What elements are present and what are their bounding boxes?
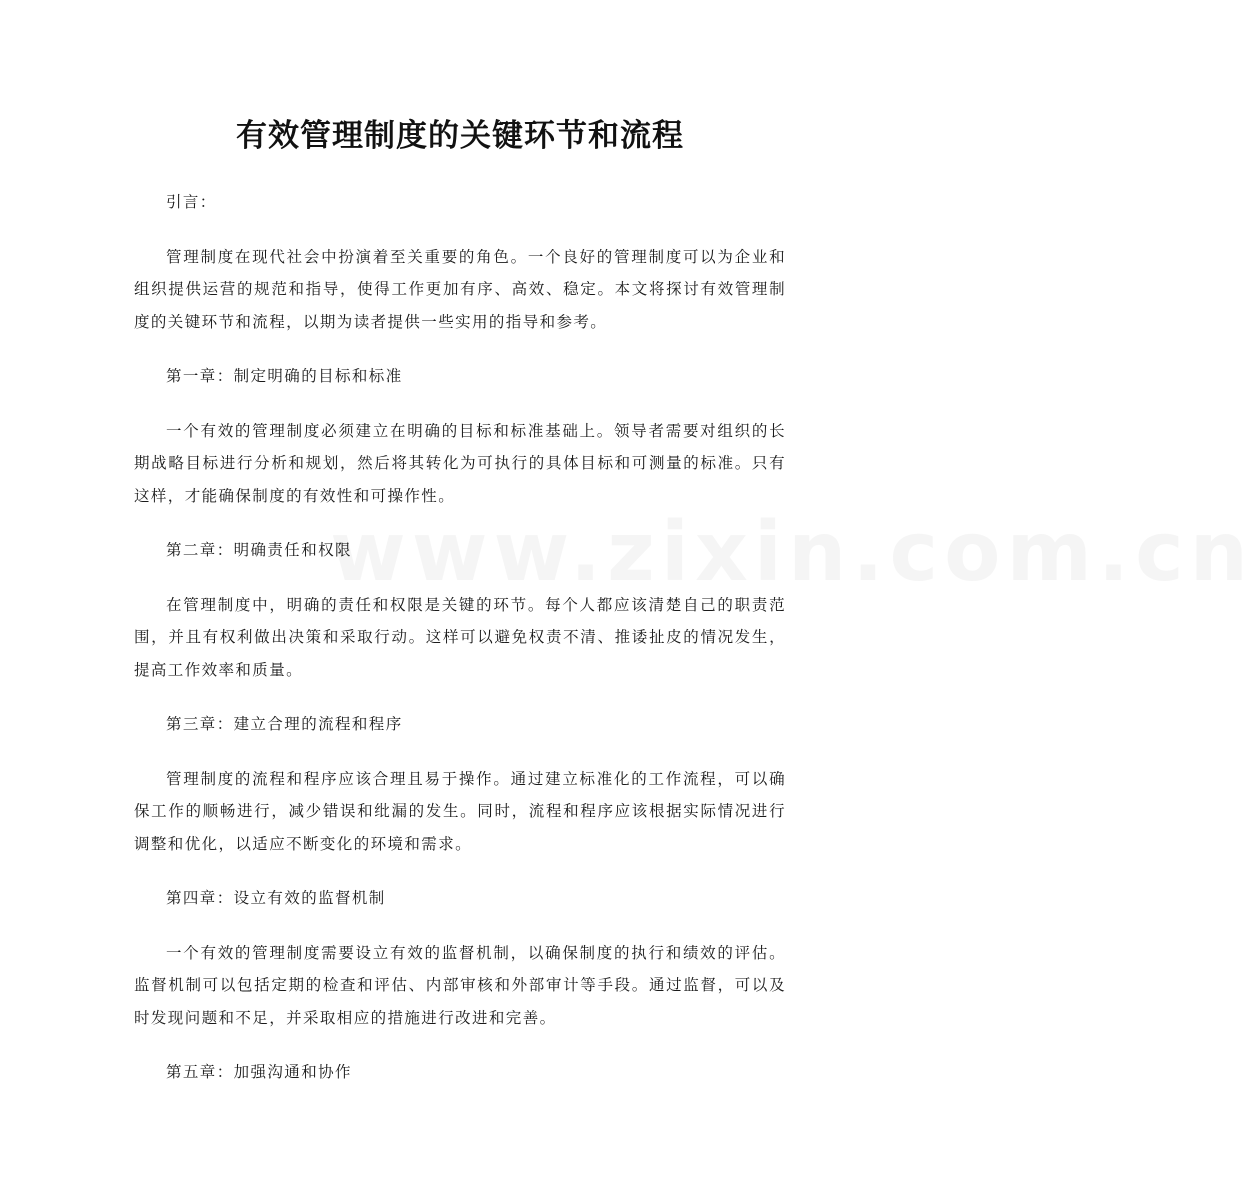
chapter-1-paragraph: 一个有效的管理制度必须建立在明确的目标和标准基础上。领导者需要对组织的长期战略目标进行分析和规划，然后将其转化为可执行的具体目标和可测量的标准。只有这样，才能确保制度的有效性和可操作性。 [134, 421, 786, 505]
intro-heading: 引言： [166, 193, 217, 211]
chapter-2-heading: 第二章：明确责任和权限 [166, 541, 352, 559]
chapter-1-heading: 第一章：制定明确的目标和标准 [166, 367, 403, 385]
chapter-2-paragraph: 在管理制度中，明确的责任和权限是关键的环节。每个人都应该清楚自己的职责范围，并且有权利做出决策和采取行动。这样可以避免权责不清、推诿扯皮的情况发生，提高工作效率和质量。 [134, 595, 786, 679]
document-title: 有效管理制度的关键环节和流程 [236, 118, 684, 154]
chapter-3-paragraph: 管理制度的流程和程序应该合理且易于操作。通过建立标准化的工作流程，可以确保工作的顺畅进行，减少错误和纰漏的发生。同时，流程和程序应该根据实际情况进行调整和优化，以适应不断变化的环境和需求。 [134, 769, 786, 853]
document-body [134, 186, 786, 1089]
chapter-4-paragraph: 一个有效的管理制度需要设立有效的监督机制，以确保制度的执行和绩效的评估。监督机制可以包括定期的检查和评估、内部审核和外部审计等手段。通过监督，可以及时发现问题和不足，并采取相应的措施进行改进和完善。 [134, 943, 786, 1027]
chapter-3-heading: 第三章：建立合理的流程和程序 [166, 715, 403, 733]
intro-paragraph: 管理制度在现代社会中扮演着至关重要的角色。一个良好的管理制度可以为企业和组织提供运营的规范和指导，使得工作更加有序、高效、稳定。本文将探讨有效管理制度的关键环节和流程，以期为读者提供一些实用的指导和参考。 [134, 247, 786, 331]
watermark: www.zixin.com.cn [330, 505, 1254, 600]
chapter-4-heading: 第四章：设立有效的监督机制 [166, 889, 386, 907]
chapter-5-heading: 第五章：加强沟通和协作 [166, 1063, 352, 1081]
